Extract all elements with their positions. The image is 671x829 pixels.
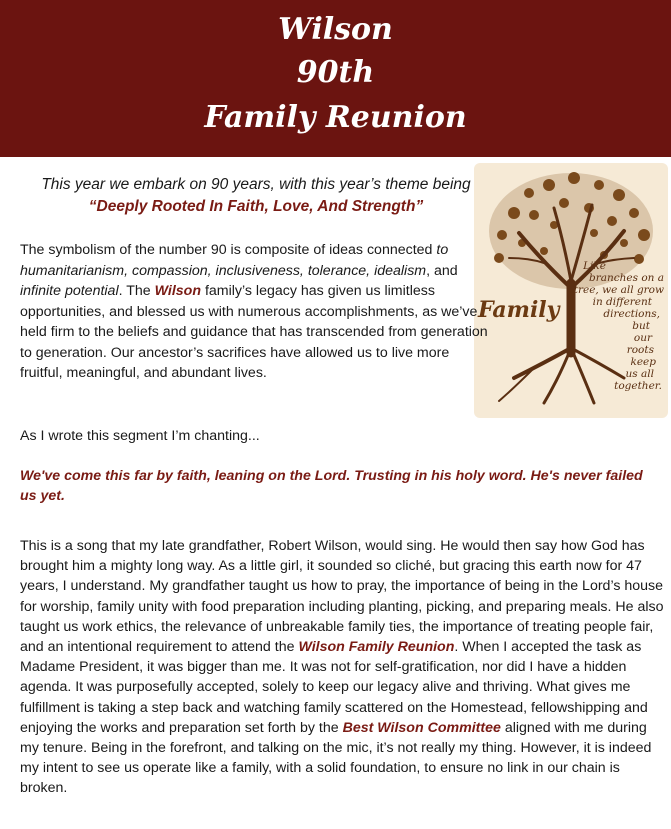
text-run: . The [118,283,155,299]
tree-family-word: Family [478,297,560,323]
quote-line: keep [630,356,656,368]
family-tree-illustration [474,163,668,418]
quote-line: directions, [603,308,660,320]
text-run: . When I accepted the task as Madame President, it was bigger than me. It was not for self-gratification, nor did I have a hidden agenda. It was purposefully accepted, solely to keep our legacy alive and thriving. What gives me fulfillment is taking a step back and watching family scattered on the Homestead, fellowshipping and enjoying the works and preparation set forth by the [20,639,648,736]
quote-line: our [633,332,652,344]
reunion-name: Wilson Family Reunion [298,639,455,656]
text-run: , and [426,262,458,279]
text-run: The symbolism of the number 90 is composite of ideas connected [20,242,433,258]
banner-title-line-2: 90th [296,55,375,90]
theme-title: “Deeply Rooted In Faith, Love, And Strength” [88,198,424,215]
quote-line: us all [625,368,654,380]
text-run: aligned with me during my tenure. Being in the forefront, and talking on the mic, it’s not really my thing. However, it is indeed my intent to see us operate like a family, with a solid foundation, to ensure no link in our chain is broken. [20,719,652,797]
paragraph-symbolism [20,240,490,384]
banner-title-line-1: Wilson [278,12,393,47]
song-lyric: We've come this far by faith, leaning on the Lord. Trusting in his holy word. He's never failed us yet. [20,468,643,504]
quote-line: roots [626,344,654,356]
committee-name: Best Wilson Committee [342,719,501,736]
quote-line: branches on a [588,272,664,284]
chant-intro: As I wrote this segment I’m chanting... [20,428,260,444]
paragraph-grandfather [20,536,665,799]
quote-line: tree, we all grow [573,284,664,296]
quote-line: in different [592,296,652,308]
family-name: Wilson [154,283,201,299]
italic-run: infinite potential [20,283,119,299]
quote-line: together. [614,380,662,392]
italic-run: to humanitarianism, compassion, inclusiveness, tolerance, [20,242,449,279]
quote-line: but [632,320,650,332]
intro-block [20,174,492,218]
header-banner [0,0,671,157]
text-run: This is a song that my late grandfather, Robert Wilson, would sing. He would then say how God has brought him a mighty long way. As a little girl, it sounded so cliché, but gracing this earth now for 47 years, I understand. My grandfather taught us how to pray, the importance of being in the Lord’s house for worship, family unity with food preparation including planting, picking, and preparing meals. He also taught us work ethics, the relevance of unbreakable family ties, the importance of treating people fair, and an intentional requirement to attend the [20,538,664,656]
text-run: family’s legacy has given us limitless opportunities, and blessed us with numerous accomplishments, as we’ve held firm to the beliefs and guidance that has transcended from generation to generation. Our ancestor’s sacrifices have allowed us to live more fruitful, meaningful, and abundant lives. [20,283,488,381]
banner-title-line-3: Family Reunion [204,100,467,135]
quote-line: Like [583,260,606,272]
intro-line: This year we embark on 90 years, with this year’s theme being [41,176,471,193]
italic-run: idealism [374,262,427,279]
